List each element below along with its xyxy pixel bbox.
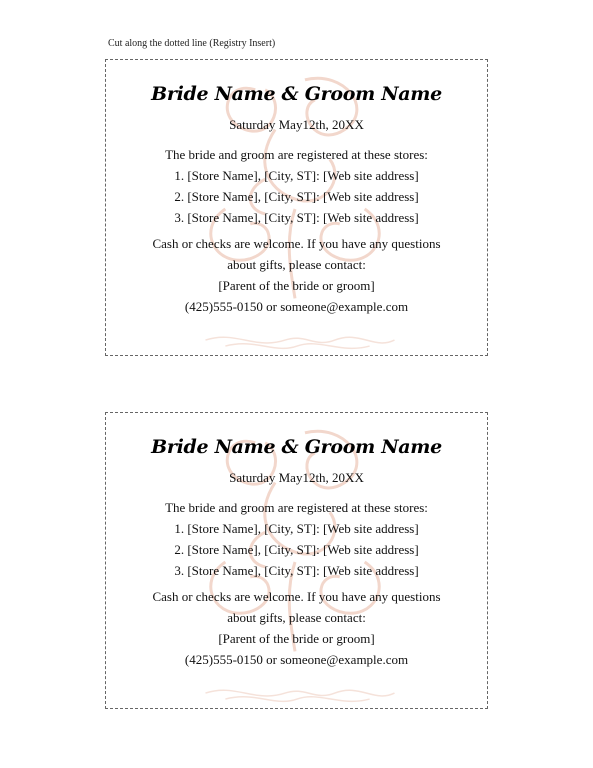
cash-note: Cash or checks are welcome. If you have any questions (152, 236, 441, 251)
store-line: 3. [Store Name], [City, ST]: [Web site address] (174, 563, 419, 578)
cut-instruction: Cut along the dotted line (Registry Insert) (108, 38, 276, 49)
contact-info: (425)555-0150 or someone@example.com (184, 652, 409, 667)
store-line: 2. [Store Name], [City, ST]: [Web site address] (174, 189, 419, 204)
contact-info: (425)555-0150 or someone@example.com (184, 299, 409, 314)
registry-insert-card (105, 59, 488, 356)
store-line: 1. [Store Name], [City, ST]: [Web site address] (174, 521, 419, 536)
store-line: 1. [Store Name], [City, ST]: [Web site address] (174, 168, 419, 183)
store-line: 3. [Store Name], [City, ST]: [Web site address] (174, 210, 419, 225)
cash-note-cont: about gifts, please contact: (227, 257, 366, 272)
wedding-date: Saturday May12th, 20XX (229, 117, 364, 132)
registry-intro: The bride and groom are registered at these stores: (165, 500, 428, 515)
registry-insert-card (105, 412, 488, 709)
contact-name: [Parent of the bride or groom] (218, 278, 375, 293)
registry-intro: The bride and groom are registered at these stores: (165, 147, 428, 162)
wedding-date: Saturday May12th, 20XX (229, 470, 364, 485)
couple-names: Bride Name & Groom Name (151, 436, 442, 458)
cash-note-cont: about gifts, please contact: (227, 610, 366, 625)
card-content (106, 436, 487, 668)
store-line: 2. [Store Name], [City, ST]: [Web site address] (174, 542, 419, 557)
card-content (106, 83, 487, 315)
couple-names: Bride Name & Groom Name (151, 83, 442, 105)
cash-note: Cash or checks are welcome. If you have any questions (152, 589, 441, 604)
contact-name: [Parent of the bride or groom] (218, 631, 375, 646)
